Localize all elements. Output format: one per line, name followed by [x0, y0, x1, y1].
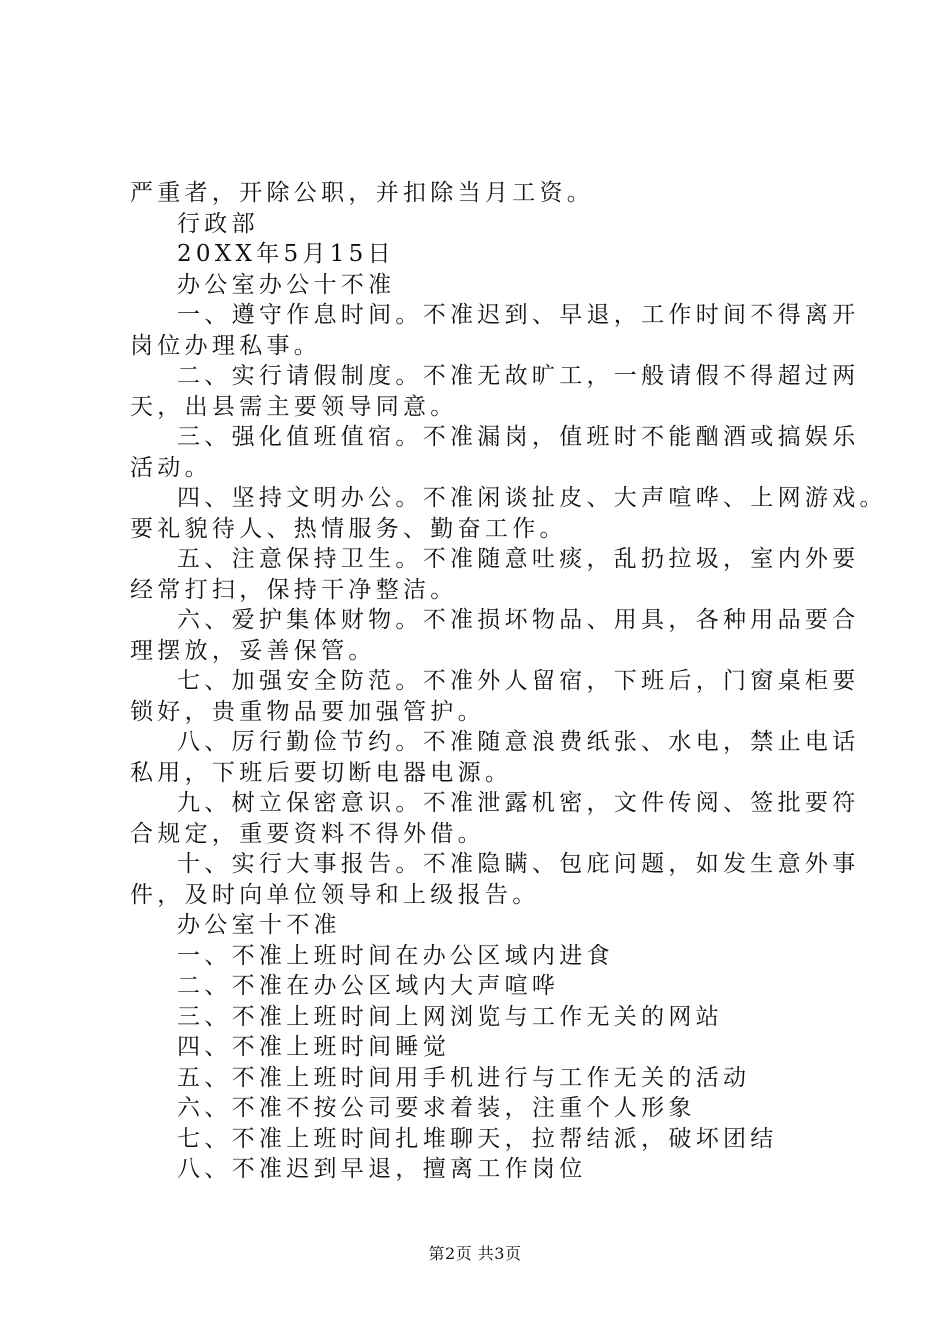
- document-body: [130, 178, 887, 1185]
- text-line: 九、树立保密意识。不准泄露机密，文件传阅、签批要符: [177, 790, 860, 816]
- text-line: 合规定，重要资料不得外借。: [130, 820, 485, 847]
- text-line: 八、不准迟到早退，擅离工作岗位: [177, 1156, 587, 1182]
- text-line: 二、不准在办公区域内大声喧哗: [177, 973, 560, 999]
- text-line: 要礼貌待人、热情服务、勤奋工作。: [130, 515, 567, 542]
- text-line: 一、遵守作息时间。不准迟到、早退，工作时间不得离开: [177, 302, 860, 328]
- text-line: 四、坚持文明办公。不准闲谈扯皮、大声喧哗、上网游戏。: [177, 485, 887, 511]
- text-line: 二、实行请假制度。不准无故旷工，一般请假不得超过两: [177, 363, 860, 389]
- text-line: 三、强化值班值宿。不准漏岗，值班时不能酗酒或搞娱乐: [177, 424, 860, 450]
- text-line: 活动。: [130, 454, 212, 481]
- text-line: 行政部: [177, 210, 259, 237]
- text-line: 岗位办理私事。: [130, 332, 322, 359]
- text-line: 八、厉行勤俭节约。不准随意浪费纸张、水电，禁止电话: [177, 729, 860, 755]
- text-line: 私用，下班后要切断电器电源。: [130, 759, 513, 786]
- text-line: 十、实行大事报告。不准隐瞒、包庇问题，如发生意外事: [177, 851, 860, 877]
- text-line: 六、不准不按公司要求着装，注重个人形象: [177, 1095, 696, 1121]
- text-line: 五、注意保持卫生。不准随意吐痰，乱扔拉圾，室内外要: [177, 546, 860, 572]
- text-line: 严重者，开除公职，并扣除当月工资。: [130, 180, 595, 206]
- text-line: 锁好，贵重物品要加强管护。: [130, 698, 485, 725]
- text-line: 一、不准上班时间在办公区域内进食: [177, 942, 614, 969]
- text-line: 件，及时向单位领导和上级报告。: [130, 881, 540, 908]
- text-line: 七、加强安全防范。不准外人留宿，下班后，门窗桌柜要: [177, 668, 860, 694]
- text-line: 办公室十不准: [177, 912, 341, 938]
- text-line: 理摆放，妥善保管。: [130, 637, 376, 664]
- text-line: 六、爱护集体财物。不准损坏物品、用具，各种用品要合: [177, 607, 860, 633]
- text-line: 天，出县需主要领导同意。: [130, 393, 458, 420]
- text-line: 20XX年5月15日: [177, 241, 395, 267]
- text-line: 四、不准上班时间睡觉: [177, 1034, 450, 1060]
- text-line: 办公室办公十不准: [177, 271, 396, 298]
- text-line: 经常打扫，保持干净整洁。: [130, 576, 458, 603]
- text-line: 七、不准上班时间扎堆聊天，拉帮结派，破坏团结: [177, 1125, 778, 1152]
- page-footer: 第2页 共3页: [428, 1244, 522, 1263]
- text-line: 五、不准上班时间用手机进行与工作无关的活动: [177, 1064, 751, 1091]
- text-line: 三、不准上班时间上网浏览与工作无关的网站: [177, 1003, 723, 1030]
